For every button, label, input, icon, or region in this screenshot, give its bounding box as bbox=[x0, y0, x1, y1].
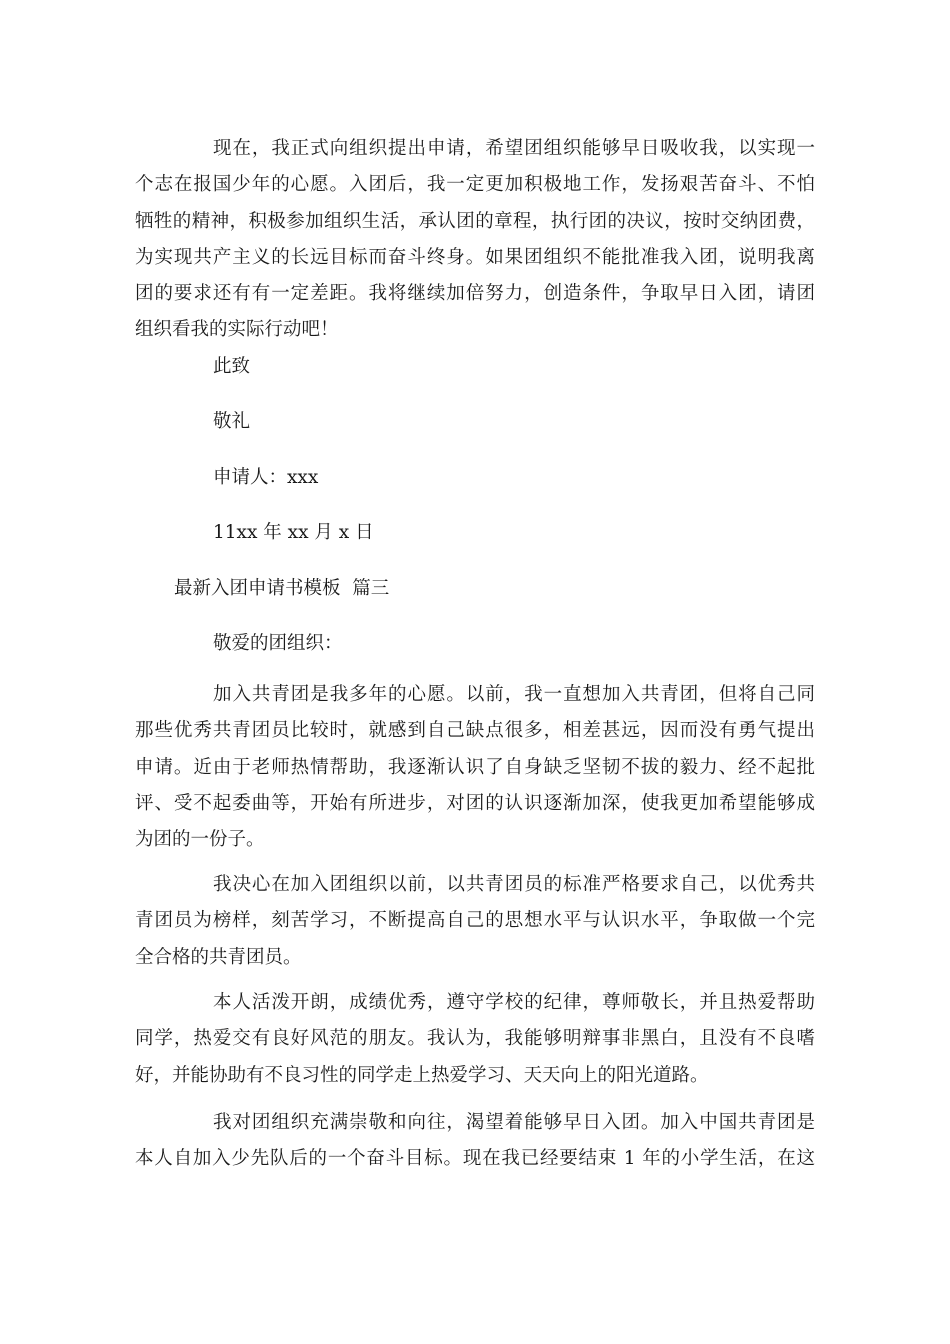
paragraph-line: 牺牲的精神，积极参加组织生活，承认团的章程，执行团的决议，按时交纳团费， bbox=[135, 210, 815, 232]
paragraph-line: 个志在报国少年的心愿。入团后，我一定更加积极地工作，发扬艰苦奋斗、不怕 bbox=[135, 174, 815, 196]
paragraph-line: 加入共青团是我多年的心愿。以前，我一直想加入共青团，但将自己同 bbox=[213, 684, 815, 705]
paragraph-aspiration bbox=[135, 1105, 815, 1178]
paragraph-line: 本人活泼开朗，成绩优秀，遵守学校的纪律，尊师敬长，并且热爱帮助 bbox=[213, 992, 815, 1013]
paragraph-line: 评、受不起委曲等，开始有所进步，对团的认识逐渐加深，使我更加希望能够成 bbox=[135, 792, 815, 814]
paragraph-line: 同学，热爱交有良好风范的朋友。我认为，我能够明辩事非黑白，且没有不良嗜 bbox=[135, 1028, 815, 1050]
section-title: 最新入团申请书模板 篇三 bbox=[174, 578, 390, 599]
paragraph-line: 好，并能协助有不良习性的同学走上热爱学习、天天向上的阳光道路。 bbox=[135, 1064, 709, 1086]
paragraph-line: 为实现共产主义的长远目标而奋斗终身。如果团组织不能批准我入团，说明我离 bbox=[135, 246, 815, 268]
application-date: 11xx 年 xx 月 x 日 bbox=[213, 522, 374, 543]
paragraph-line: 团的要求还有有一定差距。我将继续加倍努力，创造条件，争取早日入团，请团 bbox=[135, 283, 815, 305]
paragraph-long-held-wish bbox=[135, 677, 815, 858]
paragraph-line: 申请。近由于老师热情帮助，我逐渐认识了自身缺乏坚韧不拔的毅力、经不起批 bbox=[135, 756, 815, 778]
paragraph-application-intent bbox=[135, 131, 815, 349]
paragraph-line: 那些优秀共青团员比较时，就感到自己缺点很多，相差甚远，因而没有勇气提出 bbox=[135, 720, 815, 742]
paragraph-line: 我决心在加入团组织以前，以共青团员的标准严格要求自己，以优秀共 bbox=[213, 874, 815, 895]
paragraph-line: 我对团组织充满崇敬和向往，渴望着能够早日入团。加入中国共青团是 bbox=[213, 1112, 815, 1133]
paragraph-line: 组织看我的实际行动吧！ bbox=[135, 319, 339, 341]
paragraph-line: 本人自加入少先队后的一个奋斗目标。现在我已经要结束 1 年的小学生活，在这 bbox=[135, 1148, 815, 1170]
closing-regards: 敬礼 bbox=[213, 411, 251, 432]
paragraph-line: 现在，我正式向组织提出申请，希望团组织能够早日吸收我，以实现一 bbox=[213, 138, 815, 159]
paragraph-line: 为团的一份子。 bbox=[135, 829, 265, 851]
closing-salute: 此致 bbox=[213, 356, 251, 377]
paragraph-self-description bbox=[135, 985, 815, 1094]
applicant-signature: 申请人：xxx bbox=[213, 467, 319, 488]
letter-greeting: 敬爱的团组织： bbox=[213, 633, 343, 654]
paragraph-resolution bbox=[135, 867, 815, 976]
paragraph-line: 全合格的共青团员。 bbox=[135, 946, 302, 968]
paragraph-line: 青团员为榜样，刻苦学习，不断提高自己的思想水平与认识水平，争取做一个完 bbox=[135, 910, 815, 932]
